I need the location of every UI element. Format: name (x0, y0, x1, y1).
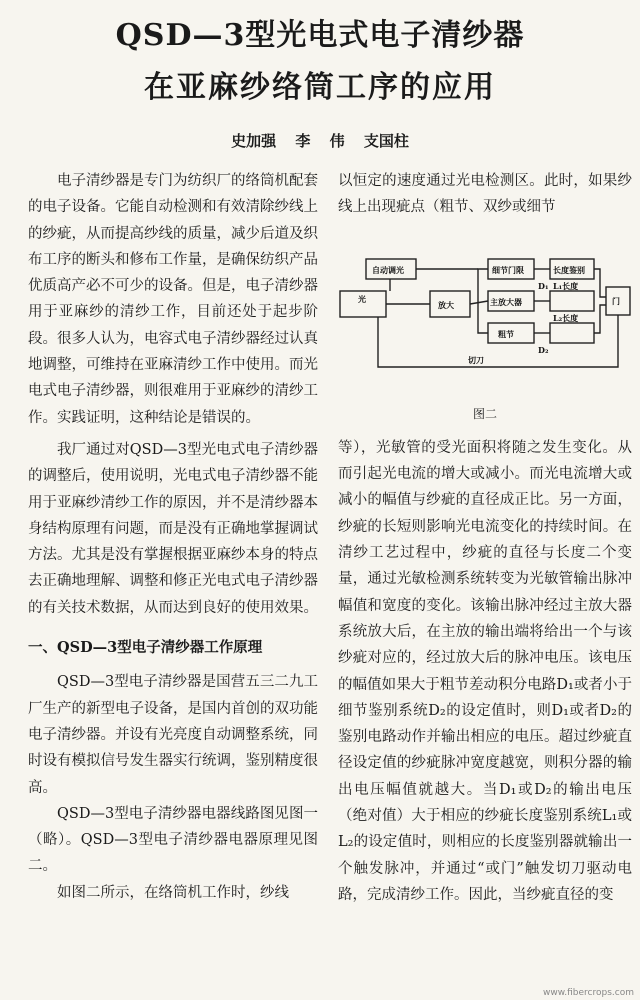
figure-label: L₂长度 (553, 312, 579, 323)
paragraph: 以恒定的速度通过光电检测区。此时，如果纱线上出现疵点（粗节、双纱或细节 (338, 173, 632, 216)
figure-label: D₂ (538, 344, 549, 355)
paragraph: 等），光敏管的受光面积将随之发生变化。从而引起光电流的增大或减小。而光电流增大或减小的幅值与纱疵的直径成正比。另一方面，纱疵的长短则影响光电流变化的持续时间。在清纱工艺过程中，纱疵的直径与长度二个变量，通过光敏检测系统转变为光敏管输出脉冲幅值和宽度的变化。该输出脉冲经过主放大器系统放大后，在主放的输出端将给出一个与该纱疵对应的，经过放大后的脉冲电压。该电压的幅值如果大于粗节差动积分电路D₁或者小于细节鉴别系统D₂的设定值时，则D₁或者D₂的鉴别电路动作并输出相应的电压。超过纱疵直径设定值的纱疵脉冲宽度越宽，则积分器的输出电压幅值就越大。当D₁或D₂的输出电压（绝对值）大于相应的纱疵长度鉴别系统L₁或L₂的设定值时，则相应的长度鉴别器就输出一个触发脉冲，并通过“或门”触发切刀驱动电路，完成清纱工作。因此，当纱疵直径的变 (338, 439, 632, 903)
paragraph: QSD—3型电子清纱器是国营五三二九工厂生产的新型电子设备，是国内首创的双功能电子清纱器。并设有光亮度自动调整系统，同时设有模拟信号发生器实行统调，鉴别精度很高。 (28, 674, 318, 796)
paragraph: 如图二所示，在络筒机工作时，纱线 (57, 884, 289, 901)
figure-label: 切刀 (468, 354, 484, 365)
figure-label: 放大 (438, 299, 454, 310)
figure-label: 粗节 (498, 328, 514, 339)
title-line-2: 在亚麻纱络筒工序的应用 (144, 70, 496, 105)
figure-label: 主放大器 (490, 296, 522, 307)
figure-label: 细节门限 (492, 264, 524, 275)
figure-label: D₁ (538, 280, 549, 291)
figure-label: 长度鉴别 (553, 264, 585, 275)
title-line-1: QSD—3型光电式电子清纱器 (115, 18, 525, 53)
right-column (338, 168, 632, 908)
circuit-block-diagram (338, 227, 632, 397)
figure-label: 自动调光 (372, 264, 404, 275)
section-heading: 一、QSD—3型电子清纱器工作原理 (28, 639, 263, 657)
authors: 史加强 李 伟 支国柱 (231, 132, 409, 150)
figure-label: 光 (358, 293, 366, 304)
paragraph: QSD—3型电子清纱器电器线路图见图一（略）。QSD—3型电子清纱器电器原理见图二。 (28, 805, 318, 875)
figure-caption: 图二 (472, 406, 497, 421)
figure-label: 门 (612, 295, 620, 306)
left-column (28, 168, 318, 906)
watermark: www.fibercrops.com (543, 988, 634, 998)
paragraph: 我厂通过对QSD—3型光电式电子清纱器的调整后，使用说明，光电式电子清纱器不能用于亚麻纱清纱工作的原因，并不是清纱器本身结构原理有问题，而是没有正确地掌握调试方法。尤其是没有掌握根据亚麻纱本身的特点去正确地理解、调整和修正光电式电子清纱器的有关技术数据，从而达到良好的使用效果。 (28, 441, 318, 616)
paragraph: 电子清纱器是专门为纺织厂的络筒机配套的电子设备。它能自动检测和有效清除纱线上的纱疵，从而提高纱线的质量，减少后道及织布工序的断头和修布工作量，是确保纺织产品优质高产必不可少的设备。但是，电子清纱器用于亚麻纱的清纱工作，目前还处于起步阶段。很多人认为，电容式电子清纱器经过认真地调整，可维持在亚麻清纱工作中使用。而光电式电子清纱器，则很难用于亚麻纱的清纱工作。实践证明，这种结论是错误的。 (28, 173, 318, 426)
figure-label: L₁长度 (553, 280, 579, 291)
